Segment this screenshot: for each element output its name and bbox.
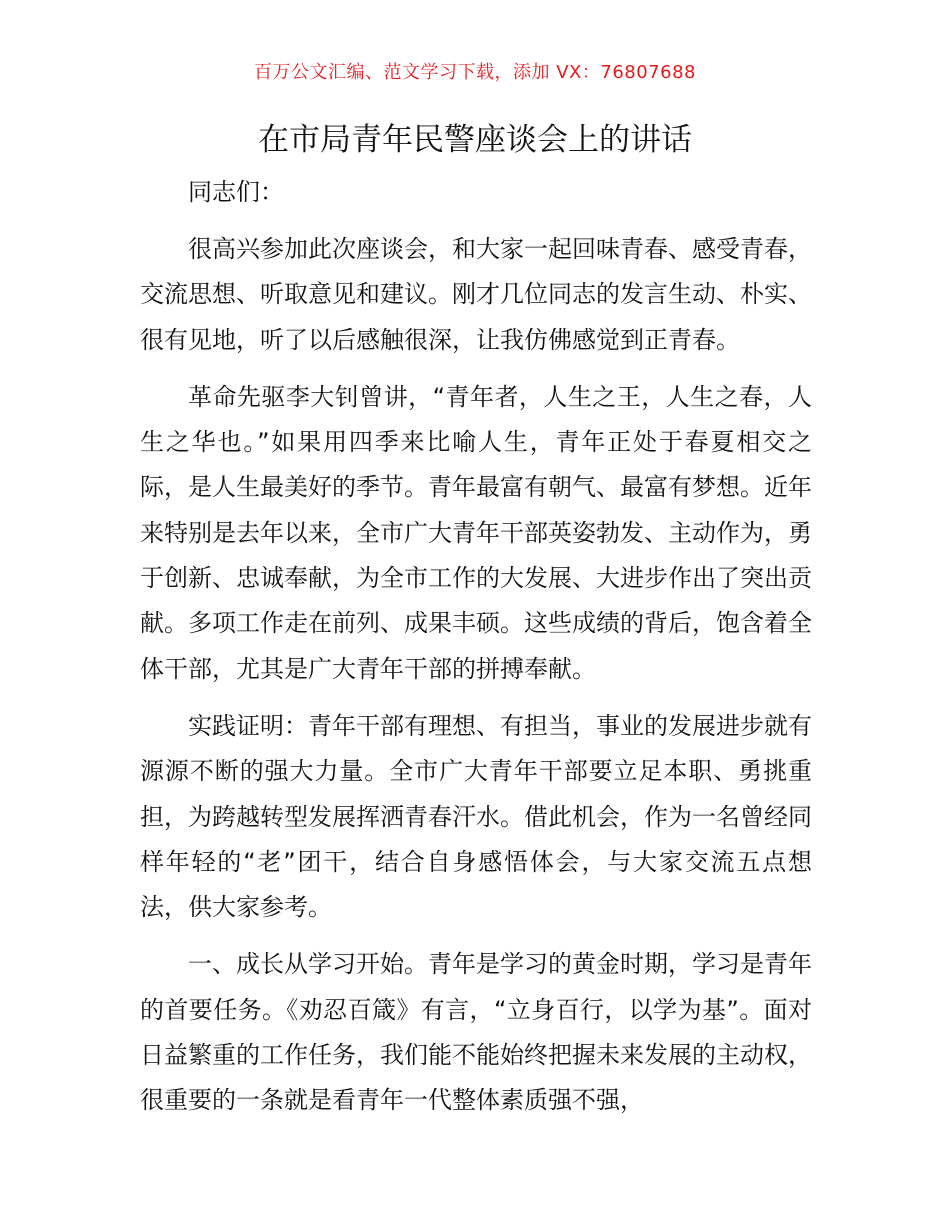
paragraph-1: 很高兴参加此次座谈会，和大家一起回味青春、感受青春，交流思想、听取意见和建议。刚才几位同志的发言生动、朴实、很有见地，听了以后感触很深，让我仿佛感觉到正青春。 — [140, 235, 812, 354]
document-body — [140, 170, 812, 1124]
paragraph-2: 革命先驱李大钊曾讲，“青年者，人生之王，人生之春，人生之华也。”如果用四季来比喻人生，青年正处于春夏相交之际，是人生最美好的季节。青年最富有朝气、最富有梦想。近年来特别是去年以来，全市广大青年干部英姿勃发、主动作为，勇于创新、忠诚奉献，为全市工作的大发展、大进步作出了突出贡献。多项工作走在前列、成果丰硕。这些成绩的背后，饱含着全体干部，尤其是广大青年干部的拼搏奉献。 — [140, 382, 812, 683]
paragraph-4: 一、成长从学习开始。青年是学习的黄金时期，学习是青年的首要任务。《劝忍百箴》有言，“立身百行，以学为基”。面对日益繁重的工作任务，我们能不能始终把握未来发展的主动权，很重要的一条就是看青年一代整体素质强不强， — [140, 950, 812, 1115]
salutation: 同志们： — [188, 178, 284, 206]
paragraph-3: 实践证明：青年干部有理想、有担当，事业的发展进步就有源源不断的强大力量。全市广大青年干部要立足本职、勇挑重担，为跨越转型发展挥洒青春汗水。借此机会，作为一名曾经同样年轻的“老”团干，结合自身感悟体会，与大家交流五点想法，供大家参考。 — [140, 711, 812, 922]
page-title: 在市局青年民警座谈会上的讲话 — [258, 122, 692, 158]
header-notice: 百万公文汇编、范文学习下载，添加 VX：76807688 — [254, 62, 696, 83]
